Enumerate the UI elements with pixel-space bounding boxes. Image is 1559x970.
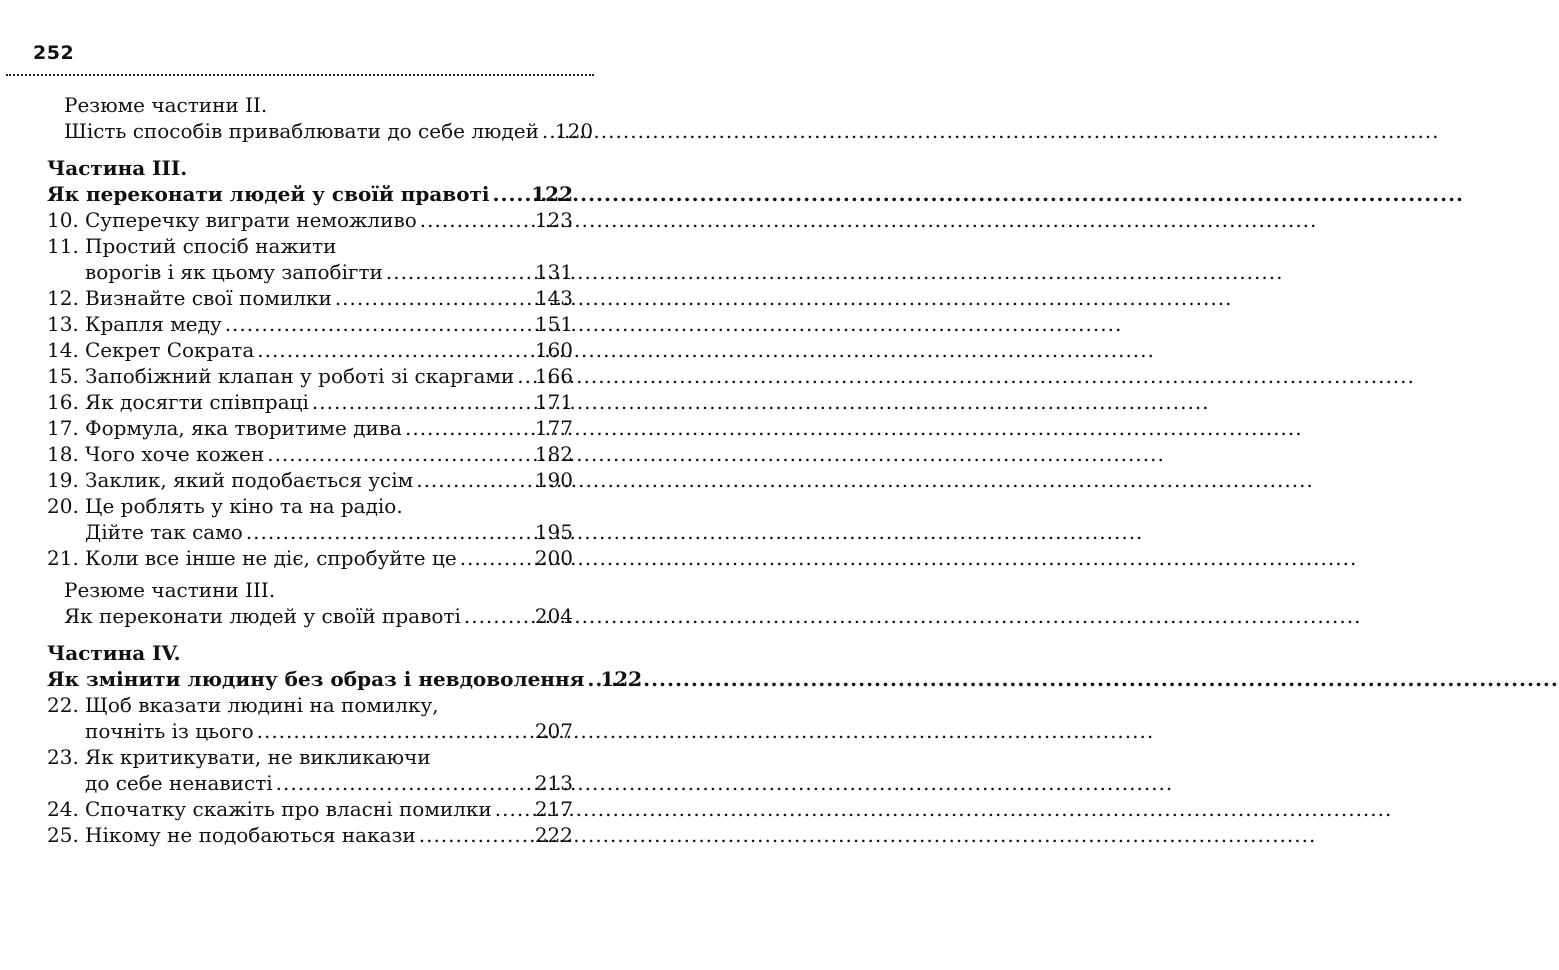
toc-entry-line (47, 337, 573, 363)
chapter-title: Заклик, який подобається усім (85, 468, 414, 492)
dot-leader (405, 415, 532, 441)
chapter-number: 18. (47, 442, 79, 466)
dot-leader (419, 822, 532, 848)
toc-entry-line (47, 744, 573, 770)
dot-leader (276, 770, 532, 796)
summary-iii-entry: Як переконати людей у своїй правоті ..... 204 (47, 603, 573, 629)
chapter-title: Як досягти співпраці (85, 390, 309, 414)
page-ref: 120 (554, 119, 594, 143)
chapter-title: Це роблять у кіно та на радіо. (85, 494, 403, 518)
page-ref: 143 (534, 286, 573, 310)
chapter-number: 25. (47, 823, 79, 847)
chapter-title: до себе ненависті (85, 771, 273, 795)
page-ref: 166 (534, 364, 573, 388)
chapter-title: Як критикувати, не викликаючи (85, 745, 431, 769)
toc-entry-line (47, 545, 573, 571)
page-ref: 190 (534, 468, 573, 492)
chapter-title: Щоб вказати людині на помилку, (85, 693, 439, 717)
dot-leader (257, 718, 532, 744)
chapter-number: 20. (47, 494, 79, 518)
chapter-number: 17. (47, 416, 79, 440)
page-ref: 200 (534, 546, 573, 570)
dot-leader (460, 545, 532, 571)
toc-entry-line (47, 796, 573, 822)
chapter-title: Крапля меду (85, 312, 222, 336)
page-number: 252 (33, 42, 75, 64)
chapter-number: 19. (47, 468, 79, 492)
toc-entry-line (47, 519, 573, 545)
chapter-number: 23. (47, 745, 79, 769)
dot-leader (416, 467, 532, 493)
chapter-title: Спочатку скажіть про власні помилки (85, 797, 492, 821)
page-ref: 177 (534, 416, 573, 440)
part-iii-label: Частина III. (47, 156, 188, 180)
toc-entry-line (47, 493, 573, 519)
chapter-number: 21. (47, 546, 79, 570)
part-iii-entries (47, 207, 573, 571)
page-ref: 217 (534, 797, 573, 821)
chapter-number: 24. (47, 797, 79, 821)
dot-leader (246, 519, 532, 545)
chapter-number: 13. (47, 312, 79, 336)
toc-entry-line (47, 692, 573, 718)
toc-entry-line (47, 207, 573, 233)
dot-leader (495, 796, 532, 822)
page-ref: 122 (531, 182, 573, 206)
dot-leader (312, 389, 532, 415)
chapter-number: 10. (47, 208, 79, 232)
page-ref: 171 (534, 390, 573, 414)
dot-leader (257, 337, 532, 363)
chapter-number: 12. (47, 286, 79, 310)
part-iv-entries (47, 692, 573, 848)
chapter-title: Запобіжний клапан у роботі зі скаргами (85, 364, 515, 388)
dot-leader (267, 441, 532, 467)
dot-leader (587, 666, 597, 692)
page-ref: 160 (534, 338, 573, 362)
toc-entry-line (47, 415, 573, 441)
toc-entry-line (47, 311, 573, 337)
chapter-number: 14. (47, 338, 79, 362)
summary-ii-entry: Шість способів приваблювати до себе людей ..... 120 (47, 118, 573, 144)
toc-entry-line (47, 285, 573, 311)
header-divider (6, 74, 594, 76)
chapter-title: почніть із цього (85, 719, 254, 743)
toc-entry-line (47, 363, 573, 389)
chapter-title: Суперечку виграти неможливо (85, 208, 417, 232)
chapter-title: ворогів і як цьому запобігти (85, 260, 383, 284)
chapter-title: Формула, яка творитиме дива (85, 416, 402, 440)
chapter-title: Секрет Сократа (85, 338, 255, 362)
toc-entry-line (47, 467, 573, 493)
toc-entry-line (47, 770, 573, 796)
toc-entry-line (47, 441, 573, 467)
dot-leader (493, 181, 529, 207)
dot-leader (225, 311, 532, 337)
chapter-number: 16. (47, 390, 79, 414)
page-ref: 122 (600, 667, 643, 691)
chapter-number: 22. (47, 693, 79, 717)
part-iii-title: Як переконати людей у своїй правоті ..... 122 (47, 181, 573, 207)
chapter-number: 15. (47, 364, 79, 388)
summary-ii-title: Резюме частини II. (64, 93, 268, 117)
page-ref: 123 (534, 208, 573, 232)
chapter-title: Нікому не подобаються накази (85, 823, 416, 847)
table-of-contents (47, 92, 643, 848)
part-iv-title: Як змінити людину без образ і невдоволення ..... 122 (47, 666, 573, 692)
summary-iii-title: Резюме частини III. (64, 578, 276, 602)
chapter-title: Дійте так само (85, 520, 243, 544)
chapter-title: Визнайте свої помилки (85, 286, 332, 310)
toc-entry-line (47, 389, 573, 415)
page-ref: 195 (534, 520, 573, 544)
page-ref: 131 (534, 260, 573, 284)
page-ref: 207 (534, 719, 573, 743)
page-ref: 222 (534, 823, 573, 847)
dot-leader (542, 118, 552, 144)
page-ref: 182 (534, 442, 573, 466)
toc-entry-line (47, 822, 573, 848)
toc-entry-line (47, 233, 573, 259)
dot-leader (335, 285, 532, 311)
chapter-title: Коли все інше не діє, спробуйте це (85, 546, 457, 570)
dot-leader (386, 259, 532, 285)
page-ref: 151 (534, 312, 573, 336)
chapter-title: Чого хоче кожен (85, 442, 265, 466)
part-iv-label: Частина IV. (47, 641, 181, 665)
chapter-title: Простий спосіб нажити (85, 234, 337, 258)
page-ref: 213 (534, 771, 573, 795)
page-ref: 204 (534, 604, 573, 628)
dot-leader (517, 363, 532, 389)
dot-leader (420, 207, 532, 233)
toc-entry-line (47, 259, 573, 285)
chapter-number: 11. (47, 234, 79, 258)
toc-entry-line (47, 718, 573, 744)
dot-leader (464, 603, 532, 629)
